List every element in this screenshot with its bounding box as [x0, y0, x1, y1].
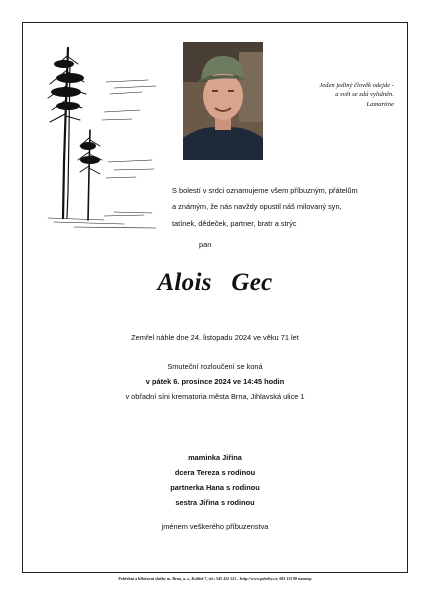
intro-text [172, 183, 372, 232]
mourner-item: sestra Jiřina s rodinou [175, 498, 255, 507]
death-notice: Zemřel náhle dne 24. listopadu 2024 ve věku 71 let [131, 333, 299, 342]
mourner-item: dcera Tereza s rodinou [174, 468, 256, 477]
quote-author: Lamartine [366, 100, 394, 108]
salutation: pan [199, 240, 212, 249]
ceremony-date-time: v pátek 6. prosince 2024 ve 14:45 hodin [145, 377, 285, 386]
intro-line: a známým, že nás navždy opustil náš milovaný syn, [172, 202, 342, 212]
closing-text: jménem veškerého příbuzenstva [161, 522, 269, 531]
ceremony-place: v obřadní síni krematoria města Brna, Jihlavská ulice 1 [125, 392, 305, 401]
quote-line: a svět se zdá vylidněn. [335, 91, 394, 99]
deceased-name: Alois Gec [157, 269, 273, 296]
intro-line: S bolestí v srdci oznamujeme všem příbuzným, přátelům [172, 186, 358, 195]
quote [266, 81, 394, 109]
tree-illustration [44, 42, 162, 232]
portrait-photo [183, 42, 263, 160]
funeral-service-footer: Pohřební a hřbitovní služby m. Brna, a. s., Kolíště 7, tel.: 545 422 121 – http://www.pohrby.cz; 603 113 00 nonstop [118, 576, 312, 581]
mourner-item: maminka Jiřina [188, 453, 242, 462]
mourner-item: partnerka Hana s rodinou [170, 483, 260, 492]
ceremony-intro: Smuteční rozloučení se koná [167, 362, 263, 371]
intro-line: tatínek, dědeček, partner, bratr a strýc [172, 218, 297, 228]
quote-line: Jeden jediný člověk odejde - [319, 82, 394, 89]
